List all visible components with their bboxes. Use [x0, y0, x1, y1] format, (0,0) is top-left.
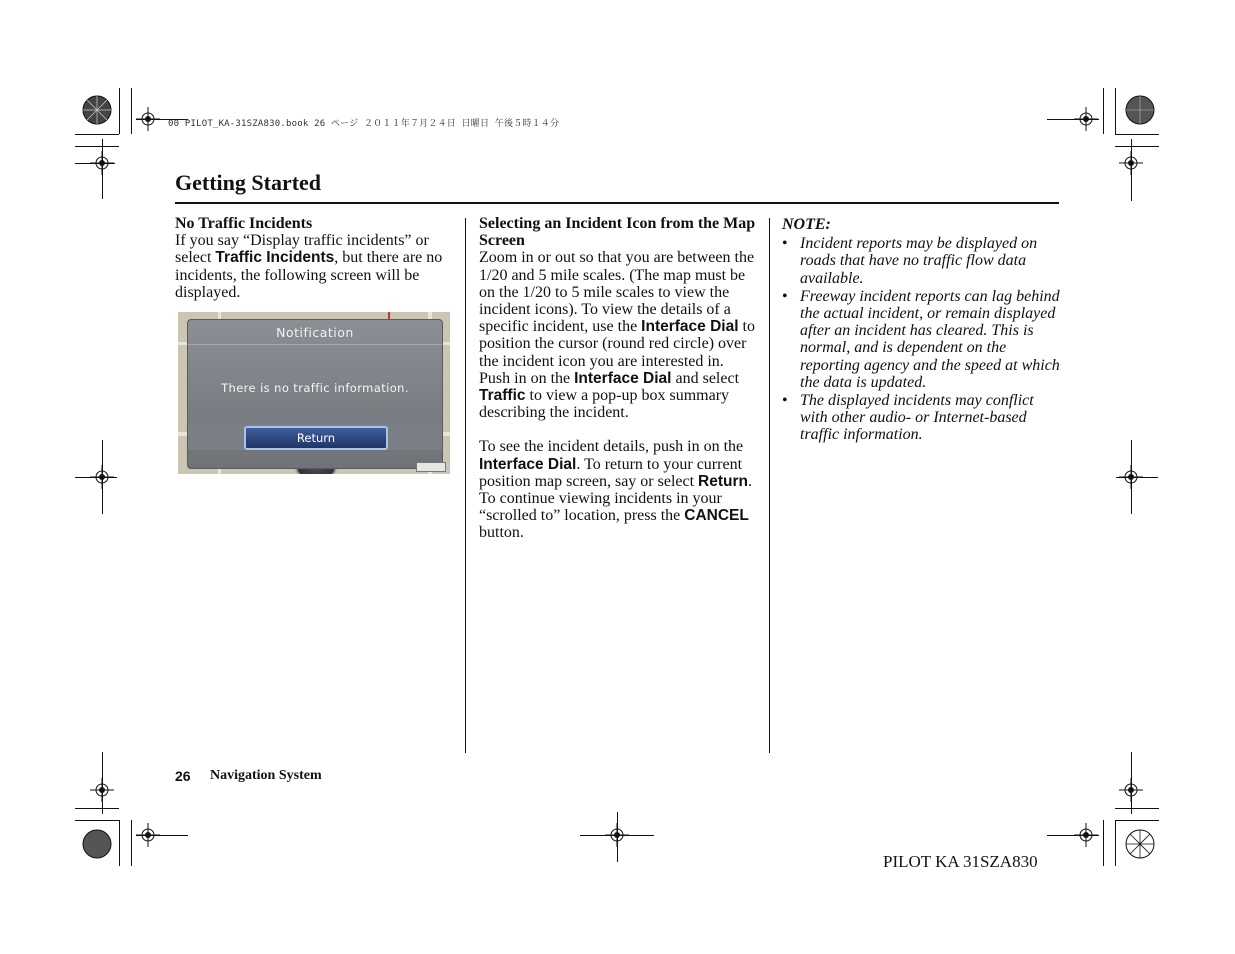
- column-notes: [782, 215, 1062, 445]
- ui-term-interface-dial: Interface Dial: [574, 369, 672, 387]
- heading-selecting-incident-icon: Selecting an Incident Icon from the Map Screen: [479, 215, 756, 250]
- note-heading: NOTE:: [782, 216, 831, 233]
- notes-list: [782, 235, 1062, 443]
- dialog-divider: [188, 344, 442, 345]
- ui-term-cancel: CANCEL: [684, 507, 749, 525]
- print-header: 00 PILOT_KA-31SZA830.book 26 ページ ２０１１年７月２４日 日曜日 午後５時１４分: [168, 119, 560, 129]
- dialog-title: Notification: [276, 325, 354, 340]
- ui-term-interface-dial: Interface Dial: [641, 318, 739, 336]
- text: to position the cursor (round red circle) over the incident icon you are interested in. Push in on the: [479, 318, 755, 387]
- ui-term-return: Return: [698, 472, 748, 490]
- registration-target-icon: [81, 828, 113, 860]
- title-rule: [175, 202, 1059, 204]
- page-number: 26: [175, 768, 191, 784]
- text: to view a pop-up box summary describing the incident.: [479, 387, 730, 422]
- column-no-traffic-incidents: [175, 215, 457, 301]
- note-item: • Freeway incident reports can lag behind the actual incident, or remain displayed after an incident has cleared. This is normal, and is dependent on the reporting agency and the speed at which the data is updated.: [782, 288, 1062, 391]
- registration-target-icon: [1124, 94, 1156, 126]
- column-divider: [769, 218, 770, 753]
- menu-badge: [416, 462, 446, 472]
- text: If you say “Display traffic incidents” or select: [175, 232, 429, 267]
- note-item: • The displayed incidents may conflict with other audio- or Internet-based traffic information.: [782, 392, 1062, 444]
- registration-target-icon: [1124, 828, 1156, 860]
- text: , but there are no incidents, the following screen will be displayed.: [175, 249, 443, 301]
- dialog-message: There is no traffic information.: [221, 381, 409, 395]
- text: . To return to your current position map screen, say or select: [479, 455, 743, 490]
- registration-target-icon: [81, 94, 113, 126]
- section-title: Getting Started: [175, 170, 322, 195]
- ui-term-traffic-incidents: Traffic Incidents: [215, 249, 335, 267]
- note-item: • Incident reports may be displayed on roads that have no traffic flow data available.: [782, 235, 1062, 287]
- paragraph-incident-details: [479, 438, 757, 541]
- column-divider: [465, 218, 466, 753]
- map-route-line: [388, 312, 390, 319]
- return-button: Return: [244, 426, 388, 450]
- text: button.: [479, 524, 524, 542]
- text: and select: [671, 369, 740, 387]
- paragraph-no-incidents: [175, 232, 457, 301]
- footer-label: Navigation System: [210, 768, 322, 783]
- heading-no-traffic-incidents: No Traffic Incidents: [175, 215, 313, 232]
- text: . To continue viewing incidents in your “scrolled to” location, press the: [479, 472, 752, 525]
- ui-term-interface-dial: Interface Dial: [479, 455, 577, 473]
- column-selecting-incident: [479, 215, 757, 542]
- text: Zoom in or out so that you are between the 1/20 and 5 mile scales. (The map must be on the 1/20 to 5 mile scales to view the incident icons). To view the details of a specific incident, use the: [479, 249, 755, 336]
- paragraph-zoom-instructions: [479, 249, 757, 421]
- product-code: PILOT KA 31SZA830: [883, 852, 1038, 871]
- ui-term-traffic: Traffic: [479, 387, 526, 405]
- notification-screenshot: [178, 312, 450, 474]
- text: To see the incident details, push in on the: [479, 438, 744, 456]
- notification-dialog: [187, 319, 443, 469]
